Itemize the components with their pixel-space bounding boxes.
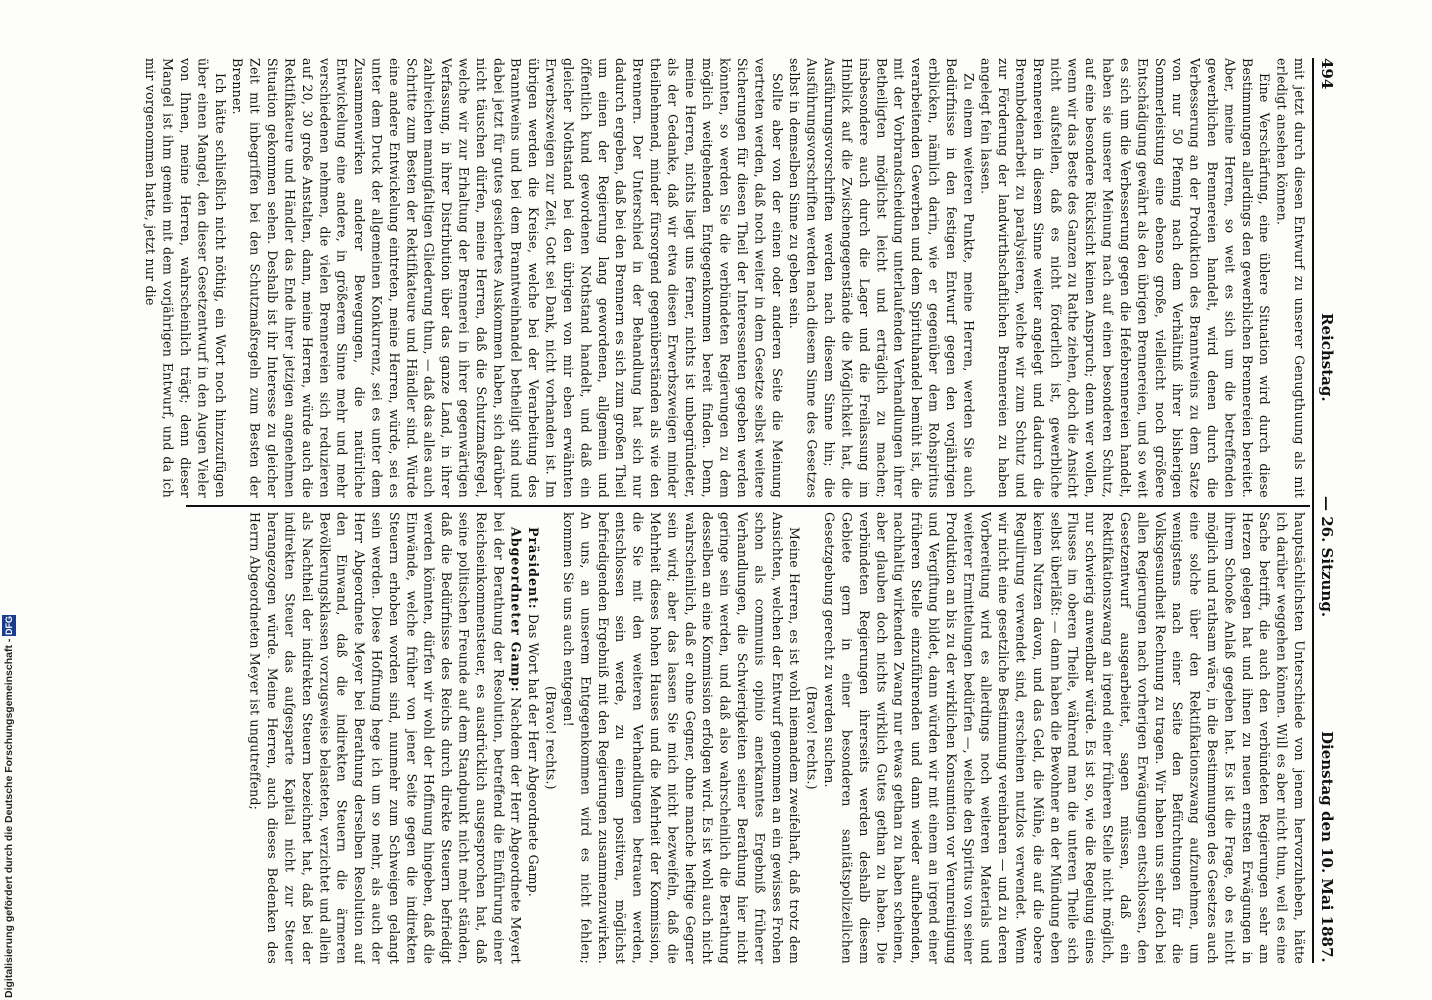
paragraph: Sollte aber von der einen oder anderen Seite die Meinung vertreten werden, daß noch weiter in dem Gesetze selbst weitere Sicherungen für diesen Theil der Interessenten gegeben werden könnten, so werden Sie die verbündeten Regierungen zu dem möglich weitgehenden Entgegenkommen bereit finden. Denn, meine Herren, nichts liegt uns ferner, nichts ist unbegründeter, als der Gedanke, daß wir etwa diesen Erwerbszweigen minder theilnehmend, minder fürsorgend gegenüberständen als wie den Brennern. Der Unterschied in der Behandlung hat sich nur dadurch ergeben, daß bei den Brennern es sich zum großen Theil um einen der Regierung lang gewordenen, allgemein und öffentlich kund gewordenen Nothstand handelt, und daß ein gleicher Nothstand bei den übrigen von mir eben erwähnten Erwerbszweigen zur Zeit, Gott sei Dank, nicht vorhanden ist. Im übrigen werden die Kreise, welche bei der Verarbeitung des Branntweins und bei dem Branntweinhandel betheiligt sind und dabei jetzt für gutes gesichertes Auskommen haben, sich darüber nicht täuschen dürfen, meine Herren, daß die Schutzmaßregel, welche wir zur Erhaltung der Brennerei in ihrer gegenwärtigen Verfassung, in ihrer Distribution über das ganze Land, in ihrer zahlreichen mannigfaltigen Gliederung thun, — daß das alles auch Schritte zum Besten der Rektifikateure und Händler sind. Würde eine andere Entwickelung eintreten, meine Herren, würde, sei es unter dem Druck der allgemeinen Konkurrenz, sei es unter dem Zusammenwirken anderer Bewegungen, die natürliche Entwickelung eine andere, in größerem Sinne mehr und mehr verschiedenen nehmen, die vielen Brennereien sich reduzieren auf 20, 30 große Anstalten, dann, meine Herren, würde auch die Rektifikateure und Händler das Ende ihrer jetzigen angenehmen Situation gekommen sehen. Deshalb ist ihr Interesse zu gleicher Zeit mit inbegriffen bei den Schutzmaßregeln zum Besten der Brenner. [230,58,785,498]
speaker-gamp: Abgeordneter Gamp: [508,527,524,693]
right-column [86,512,1308,964]
digitization-credit [2,600,22,998]
paragraph: mit jetzt durch diesen Entwurf zu unserer Genugthuung als mit erledigt ansehen können. [1274,58,1307,498]
credit-text: Digitalisierung gefördert durch die Deutsche Forschungsgemeinschaft - [3,635,15,998]
chamber-title: Reichstag. [1318,313,1336,403]
date-title: Dienstag den 10. Mai 1887. [1318,731,1336,963]
session-title: — 26. Sitzung. [1318,496,1336,618]
speaker-president: Präsident: [526,527,542,610]
running-header [1318,58,1336,963]
page-number-text: 494 [1318,58,1336,90]
paragraph: Meine Herren, es ist wohl niemandem zweifelhaft, daß trotz dem Ansichten, welchen der Entwurf genommen an ein gewisses Frohen schon als communis opinio anerkanntes Ergebniß früherer Verhandlungen, die Schwierigkeiten seiner Berathung hier nicht geringe sein werden, und daß also wahrscheinlich die Berathung desselben an eine Kommission erfolgen wird. Es ist wohl auch nicht wahrscheinlich, daß er ohne Gegner, ohne manche heftige Gegner sein wird; aber das lassen Sie mich nicht bezweifeln, daß die Mehrheit dieses hohen Hauses und die Mehrheit der Kommission, die Sie mit den weiteren Verhandlungen betrauen werden, entschlossen sein werde, zu einem positiven, möglichst befriedigenden Ergebniß mit den Regierungen zusammenzuwirken. An uns, an unserem Entgegenkommen wird es nicht fehlen; kommen Sie uns auch entgegen! [560,512,803,964]
paragraph: Ich hätte schließlich nicht nöthig, ein Wort noch hinzuzufügen über einen Mangel, den dieser Gesetzentwurf in den Augen Vieler von Ihnen, meine Herren, wahrscheinlich trägt; denn dieser Mangel ist ihm gemein mit dem vorjährigen Entwurf, und da ich mir vorgenommen hatte, jetzt nur die [143,58,228,498]
president-paragraph [525,512,542,964]
applause-note: (Bravo! rechts.) [543,686,559,790]
dfg-logo: DFG [4,615,14,635]
gamp-paragraph [246,512,525,964]
column-divider [186,505,1310,507]
president-text: Das Wort hat der Herr Abgeordnete Gamp. [526,613,542,898]
header-rule [1312,58,1314,963]
gamp-text: Nachdem der Herr Abgeordnete Meyert bei der Berathung der Resolution, betreffend die Einführung einer Reichseinkommensteuer, es ausdrücklich ausgesprochen hat, daß seine politischen Freunde auf dem Standpunkt nicht mehr ständen, daß die Bedürfnisse des Reichs durch direkte Steuern befriedigt werden könnten, dürfen wir wohl der Hoffnung hingeben, daß die Einwände, welche früher von jener Seite gegen die indirekten Steuern erhoben worden sind, nunmehr zum Schweigen gelangt sein werden. Diese Hoffnung hege ich um so mehr, als auch der Herr Abgeordnete Meyer bei Berathung derselben Resolution auf den Einwand, daß die indirekten Steuern die ärmeren Bevölkerungsklassen vorzugsweise belasteten, verzichtet und allein als Nachtheil der indirekten Steuern bezeichnet hat, daß bei der indirekten Steuer das aufgesparte Kapital nicht zur Steuer herangezogen würde. Meine Herren, auch dieses Bedenken des Herrn Abgeordneten Meyer ist ungutreffend; [247,512,524,964]
left-column [86,58,1308,498]
paragraph: hauptsächlichsten Unterschiede von jenem hervorzuheben, hätte ich darüber weggehen können. Will es aber nicht thun, weil es eine Sache betrifft, die auch den verbündeten Regierungen sehr am Herzen gelegen hat und ihnen zu neuen ernsten Erwägungen in ihrem Schooße Anlaß gegeben hat. Es ist die Frage, ob es nicht möglich und rathsam wäre, in die Bestimmungen des Gesetzes auch eine solche über den Rektifikationszwang aufzunehmen, um wenigstens nach einer Seite den Befürchtungen für die Volksgesundheit Rechnung zu tragen. Wir haben uns sehr doch bei allen Regierungen nach vorherigen Erwägungen entschlossen, den Gesetzentwurf ausgearbeitet, sagen müssen, daß ein Rektifikationszwang an irgend einer früheren Stelle nicht möglich, nur schwierig anwendbar würde. Es ist so, wie die Regelung eines Flusses im oberen Theile, während man die unteren Theile sich selbst überläßt: — dann haben die Bewohner an der Mündung eben keinen Nutzen davon, und das Geld, die Mühe, die auf die obere Regulirung verwendet sind, erscheinen nutzlos verwendet. Wenn wir nicht eine gesetzliche Bestimmung vereinbaren — und zu deren Vorbereitung wird es allerdings noch weiteren Materials und weiterer Ermittelungen bedürfen —, welche den Spiritus von seiner Produktion an bis zu der wirklichen Konsumtion vor Verunreinigung und Vergiftung bildet, dann würden wir mit einem an irgend einer früheren Stelle einzuführenden und dann wieder aufhebenden, nachhaltig wirkenden Zwang nur etwas gethan zu haben scheinen, aber glauben doch nichts wirklich Gutes gethan zu haben. Die verbündeten Regierungen ihrerseits werden deshalb diesem Gebiete gern in einer besonderen sanitätspolizeilichen Gesetzgebung gerecht zu werden suchen. [822,512,1307,964]
paragraph: Zu einem weiteren Punkte, meine Herren, werden Sie auch Bedürfnisse in den festigen Entwurf gegen den vorjährigen erblicken, nämlich darin, wie er gegenüber dem Rohspiritus verarbeitenden Gewerben und dem Spirituhandel bemüht ist, die mit der Vorbrandscheidung unterlaufenden Verhandlungen ihrer Betheiligten möglichst leicht und erträglich zu machen; insbesondere auch durch die Lager und die Freilassung im Hinblick auf die Zwischengegenstände die Möglichkeit hat, die Ausführungsvorschriften werden nach diesem Sinne hin; die Ausführungsvorschriften werden nach diesem Sinne des Gesetzes selbst in demselben Sinne zu geben sein. [787,58,977,498]
applause-note: (Bravo! rechts.) [804,686,820,790]
paragraph: Eine Verschärfung, eine üblere Situation wird durch diese Bestimmungen allerdings den gewerblichen Brennereien bereitet. Aber, meine Herren, so weit es sich um die betreffenden gewerblichen Brennereien handelt, wird denen durch die Verbesserung an der Produktion des Branntweins zu dem Satze von nur 50 Pfennig nach dem Verhältniß ihrer bisherigen Sommerleistung eine ebenso große, vielleicht noch größere Entschädigung gewährt als den übrigen Brennereien, und so weit es sich um die Verbesserung gegen die Hefebrennereien handelt, haben sie unserer Meinung nach auf einen besonderen Schutz, auf eine besondere Rücksicht keinen Anspruch; denn wer wollen, wenn wir das Beste des Ganzen zu Rathe ziehen, doch die Ansicht nicht aufstellen, daß es nicht förderlich ist, gewerbliche Brennereien in diesem Sinne weiter angelegt und dadurch die Brennbodenarbeit zu paralysieren, welche wir zum Schutz und zur Förderung der landwirthschaftlichen Brennereien zu haben angelegt fein lassen. [978,58,1273,498]
